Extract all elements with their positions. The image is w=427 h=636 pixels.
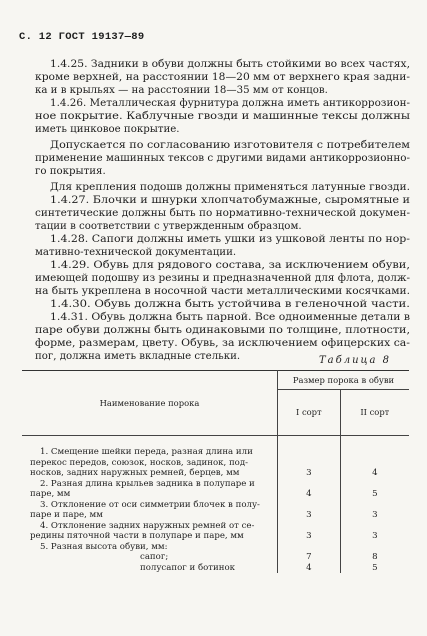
defect-name-cell: [22, 436, 278, 479]
table-row: [22, 563, 409, 574]
grade-2-value: 8: [340, 552, 409, 563]
text-line: 1.4.29. Обувь для рядового состава, за исключением обуви,: [50, 260, 410, 271]
text-line: применение машинных тексов с другими видами антикоррозионно-: [35, 153, 410, 164]
defect-name-cell: [22, 521, 278, 542]
defect-name-line: полусапог и ботинок: [140, 562, 236, 573]
text-line: мативно-технической документации.: [35, 247, 237, 258]
col-2-header: II сорт: [340, 390, 409, 436]
defect-name-cell: [22, 479, 278, 500]
table-caption: Таблица 8: [318, 355, 391, 366]
grade-1-value: 4: [278, 563, 341, 574]
defect-name-line: 4. Отклонение задних наружных ремней от се-: [40, 520, 255, 531]
table-row: [22, 479, 409, 500]
text-line: тации в соответствии с утвержденным образцом.: [35, 221, 302, 232]
grade-2-value: 3: [340, 500, 409, 521]
grade-1-value: 4: [278, 479, 341, 500]
col-group-header: Размер порока в обуви: [278, 371, 410, 390]
text-line: го покрытия.: [35, 166, 106, 177]
text-line: синтетические должны быть по нормативно-технической докумен-: [35, 208, 410, 219]
text-line: 1.4.26. Металлическая фурнитура должна иметь антикоррозион-: [50, 98, 410, 109]
grade-1-value: 3: [278, 521, 341, 542]
text-line: пог, должна иметь вкладные стельки.: [35, 351, 241, 362]
grade-2-value: 4: [340, 436, 409, 479]
grade-2-value: [340, 542, 409, 553]
col-name-header: Наименование порока: [22, 371, 278, 436]
col-1-header: I сорт: [278, 390, 341, 436]
defect-name-line: паре, мм: [30, 489, 71, 499]
defect-name-line: носков, задних наружных ремней, берцев, мм: [30, 468, 240, 478]
page-header: С. 12 ГОСТ 19137—89: [19, 31, 145, 43]
defect-name-line: 3. Отклонение от оси симметрии блочек в полу-: [40, 499, 260, 510]
defect-name-line: 5. Разная высота обуви, мм:: [40, 541, 168, 552]
text-line: имеющей подошву из резины и предназначенной для флота, долж-: [35, 273, 410, 284]
table-row: [22, 542, 409, 553]
text-line: на быть укреплена в носочной части металлическими косячками.: [35, 286, 410, 297]
defect-name-line: перекос передов, союзок, носков, задинок, под-: [30, 457, 249, 468]
table-row: [22, 436, 409, 479]
table-row: [22, 552, 409, 563]
text-line: паре обуви должны быть одинаковыми по толщине, плотности,: [35, 325, 410, 336]
grade-1-value: [278, 542, 341, 553]
grade-1-value: 3: [278, 500, 341, 521]
text-line: 1.4.25. Задники в обуви должны быть стойкими во всех частях,: [50, 59, 410, 70]
table-row: [22, 521, 409, 542]
grade-1-value: 7: [278, 552, 341, 563]
defects-table: [22, 370, 409, 573]
grade-1-value: 3: [278, 436, 341, 479]
table-row: [22, 500, 409, 521]
defect-name-line: 1. Смещение шейки переда, разная длина или: [40, 447, 253, 457]
defect-name-cell: [22, 552, 278, 563]
text-line: 1.4.30. Обувь должна быть устойчива в геленочной части.: [50, 299, 411, 310]
text-line: Для крепления подошв должны применяться латунные гвозди.: [50, 182, 410, 193]
defect-name-line: паре и паре, мм: [30, 510, 103, 520]
grade-2-value: 3: [340, 521, 409, 542]
text-line: 1.4.31. Обувь должна быть парной. Все одноименные детали в: [50, 312, 410, 323]
defect-name-cell: [22, 542, 278, 553]
defect-name-cell: [22, 500, 278, 521]
text-line: форме, размерам, цвету. Обувь, за исключением офицерских са-: [35, 338, 410, 349]
text-line: 1.4.27. Блочки и шнурки хлопчатобумажные, сыромятные и: [50, 195, 410, 206]
text-line: 1.4.28. Сапоги должны иметь ушки из ушковой ленты по нор-: [50, 234, 410, 245]
defect-name-line: редины пяточной части в полупаре и паре, мм: [30, 531, 244, 541]
defect-name-line: сапог;: [140, 552, 169, 562]
text-line: ка и в крыльях — на расстоянии 18—35 мм от концов.: [35, 85, 328, 96]
defect-name-cell: [22, 563, 278, 574]
text-line: ное покрытие. Каблучные гвозди и машинные тексы должны: [35, 111, 410, 122]
grade-2-value: 5: [340, 479, 409, 500]
defect-name-line: 2. Разная длина крыльев задника в полупаре и: [40, 478, 255, 489]
text-line: Допускается по согласованию изготовителя с потребителем: [50, 140, 410, 151]
grade-2-value: 5: [340, 563, 409, 574]
text-line: кроме верхней, на расстоянии 18—20 мм от верхнего края задни-: [35, 72, 410, 83]
text-line: иметь цинковое покрытие.: [35, 124, 180, 135]
